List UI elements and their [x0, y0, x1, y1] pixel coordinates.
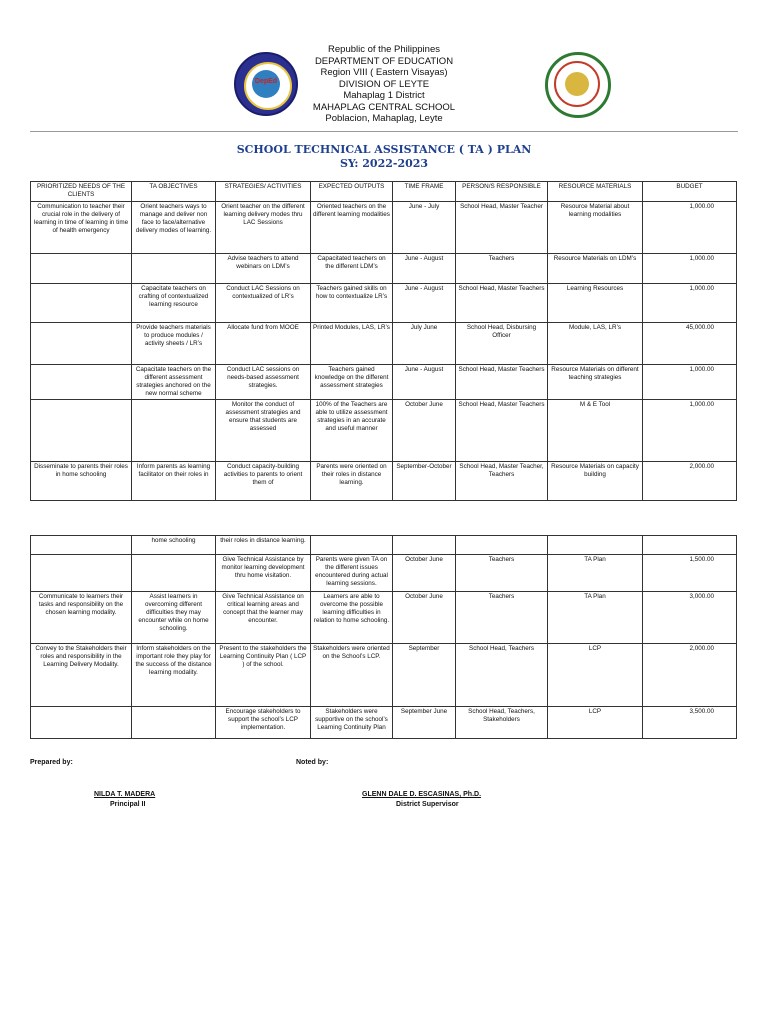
table-cell: School Head, Master Teachers [456, 284, 548, 323]
ta-plan-table [30, 181, 737, 501]
table-cell [393, 536, 456, 555]
table-cell [31, 555, 132, 592]
table-cell: Stakeholders were supportive on the school’s Learning Continuity Plan [311, 707, 393, 739]
table-cell [31, 400, 132, 462]
table-cell: 45,000.00 [643, 323, 737, 365]
table-cell: TA Plan [548, 555, 643, 592]
table-cell [643, 536, 737, 555]
table-cell [31, 707, 132, 739]
table-row [31, 400, 737, 462]
letterhead-line: Region VIII ( Eastern Visayas) [320, 67, 448, 78]
title-line: SCHOOL TECHNICAL ASSISTANCE ( TA ) PLAN [236, 143, 532, 156]
table-cell: Encourage stakeholders to support the school’s LCP implementation. [216, 707, 311, 739]
letterhead-line: DIVISION OF LEYTE [338, 78, 430, 90]
column-header: PERSON/S RESPONSIBLE [456, 182, 548, 202]
table-cell [311, 536, 393, 555]
table-cell: 1,000.00 [643, 254, 737, 284]
noted-by-label: Noted by: [296, 759, 329, 766]
table-cell: Inform parents as learning facilitator on their roles in [132, 462, 216, 501]
table-row [31, 462, 737, 501]
prepared-position: Principal II [110, 801, 146, 808]
table-cell: School Head, Teachers, Stakeholders [456, 707, 548, 739]
table-cell: School Head, Master Teacher [456, 202, 548, 254]
document-title [0, 143, 768, 171]
table-cell [132, 400, 216, 462]
table-cell: June - August [393, 254, 456, 284]
table-cell [31, 323, 132, 365]
table-cell: Communicate to learners their tasks and responsibility on the chosen learning modality. [31, 592, 132, 644]
table-cell: October June [393, 555, 456, 592]
table-cell [31, 254, 132, 284]
table-cell: Oriented teachers on the different learning modalities [311, 202, 393, 254]
table-cell: School Head, Disbursing Officer [456, 323, 548, 365]
table-cell: Conduct capacity-building activities to parents to orient them of [216, 462, 311, 501]
table-row [31, 323, 737, 365]
table-row [31, 707, 737, 739]
ta-plan-table-continued [30, 535, 737, 739]
table-cell: 1,000.00 [643, 284, 737, 323]
table-cell: 1,000.00 [643, 202, 737, 254]
table-cell: School Head, Master Teachers [456, 365, 548, 400]
table-cell: September June [393, 707, 456, 739]
letterhead-line: Mahaplag 1 District [343, 90, 425, 101]
table-cell: Capacitated teachers on the different LDM’s [311, 254, 393, 284]
noted-name: GLENN DALE D. ESCASINAS, Ph.D. [362, 791, 482, 798]
column-header: TIME FRAME [393, 182, 456, 202]
table-cell: Monitor the conduct of assessment strategies and ensure that students are assessed [216, 400, 311, 462]
table-cell: TA Plan [548, 592, 643, 644]
table-cell: School Head, Master Teacher, Teachers [456, 462, 548, 501]
letterhead-line: MAHAPLAG CENTRAL SCHOOL [312, 101, 456, 113]
letterhead-line: Republic of the Philippines [328, 44, 440, 55]
table-cell: LCP [548, 644, 643, 707]
table-cell: Learning Resources [548, 284, 643, 323]
table-cell: 3,000.00 [643, 592, 737, 644]
table-cell [456, 536, 548, 555]
table-cell: Parents were given TA on the different issues encountered during actual learning sessions. [311, 555, 393, 592]
table-cell: Parents were oriented on their roles in distance learning. [311, 462, 393, 501]
table-cell: Inform stakeholders on the important role they play for the success of the distance learning modality. [132, 644, 216, 707]
table-cell: Resource Material about learning modalities [548, 202, 643, 254]
table-cell: Provide teachers materials to produce modules / activity sheets / LR’s [132, 323, 216, 365]
table-cell: Give Technical Assistance by monitor learning development thru home visitation. [216, 555, 311, 592]
table-cell: School Head, Master Teachers [456, 400, 548, 462]
table-cell [31, 365, 132, 400]
table-cell: Teachers [456, 254, 548, 284]
table-row [31, 284, 737, 323]
table-cell: 100% of the Teachers are able to utilize assessment strategies in an accurate and useful manner [311, 400, 393, 462]
table-cell: 1,000.00 [643, 400, 737, 462]
table-row [31, 536, 737, 555]
prepared-name: NILDA T. MADERA [94, 791, 156, 798]
table-cell: Orient teachers ways to manage and deliver non face to face/alternative delivery modes of learning. [132, 202, 216, 254]
table-cell: Conduct LAC Sessions on contextualized of LR’s [216, 284, 311, 323]
table-cell: Assist learners in overcoming different difficulties they may encounter while on home schooling. [132, 592, 216, 644]
column-header: STRATEGIES/ ACTIVITIES [216, 182, 311, 202]
table-body [31, 202, 737, 501]
table-cell: M & E Tool [548, 400, 643, 462]
table-cell: September [393, 644, 456, 707]
table-cell: June - August [393, 284, 456, 323]
table-cell: Learners are able to overcome the possible learning difficulties in relation to home schooling. [311, 592, 393, 644]
table-cell: Printed Modules, LAS, LR’s [311, 323, 393, 365]
table-row [31, 202, 737, 254]
noted-position: District Supervisor [396, 801, 459, 808]
table-cell: 3,500.00 [643, 707, 737, 739]
table-row [31, 365, 737, 400]
table-cell: Orient teacher on the different learning delivery modes thru LAC Sessions [216, 202, 311, 254]
table-row [31, 254, 737, 284]
table-cell: home schooling [132, 536, 216, 555]
table-cell: Teachers gained knowledge on the different assessment strategies [311, 365, 393, 400]
table-cell: Conduct LAC sessions on needs-based assessment strategies. [216, 365, 311, 400]
table-cell [31, 536, 132, 555]
table-cell [132, 254, 216, 284]
table-cell: October June [393, 400, 456, 462]
deped-logo-text: DepEd [254, 78, 278, 85]
column-header: RESOURCE MATERIALS [548, 182, 643, 202]
table-row [31, 592, 737, 644]
table-cell: Resource Materials on capacity building [548, 462, 643, 501]
table-cell: Disseminate to parents their roles in home schooling [31, 462, 132, 501]
table-cell [132, 555, 216, 592]
table-cell [548, 536, 643, 555]
table-cell: Teachers gained skills on how to contextualize LR’s [311, 284, 393, 323]
table-cell: 1,500.00 [643, 555, 737, 592]
table-cell: Communication to teacher their crucial role in the delivery of learning in time of learning in time of health emergency [31, 202, 132, 254]
table-cell: Capacitate teachers on the different assessment strategies anchored on the new normal scheme [132, 365, 216, 400]
column-header: EXPECTED OUTPUTS [311, 182, 393, 202]
table-cell: their roles in distance learning. [216, 536, 311, 555]
table-cell: 1,000.00 [643, 365, 737, 400]
column-header: BUDGET [643, 182, 737, 202]
letterhead-line: DEPARTMENT OF EDUCATION [314, 55, 454, 67]
table-cell: Convey to the Stakeholders their roles and responsibility in the Learning Delivery Modality. [31, 644, 132, 707]
table-cell: LCP [548, 707, 643, 739]
table-cell: July June [393, 323, 456, 365]
table-body [31, 536, 737, 739]
table-cell: Resource Materials on LDM’s [548, 254, 643, 284]
column-header: TA OBJECTIVES [132, 182, 216, 202]
table-cell: Teachers [456, 555, 548, 592]
table-row [31, 555, 737, 592]
table-cell: School Head, Teachers [456, 644, 548, 707]
table-row [31, 644, 737, 707]
table-cell: June - July [393, 202, 456, 254]
table-cell: 2,000.00 [643, 644, 737, 707]
table-cell: Capacitate teachers on crafting of contextualized learning resource [132, 284, 216, 323]
table-cell: Teachers [456, 592, 548, 644]
table-cell [132, 707, 216, 739]
table-cell: June - August [393, 365, 456, 400]
table-cell: Present to the stakeholders the Learning Continuity Plan ( LCP ) of the school. [216, 644, 311, 707]
table-header-row [31, 182, 737, 202]
prepared-by-label: Prepared by: [30, 759, 73, 766]
header-divider [30, 131, 738, 132]
table-cell: Stakeholders were oriented on the School’s LCP. [311, 644, 393, 707]
table-cell: Give Technical Assistance on critical learning areas and concept that the learner may encounter. [216, 592, 311, 644]
school-year: SY: 2022-2023 [339, 157, 429, 170]
table-cell: September-October [393, 462, 456, 501]
table-cell [31, 284, 132, 323]
table-cell: Module, LAS, LR’s [548, 323, 643, 365]
column-header: PRIORITIZED NEEDS OF THE CLIENTS [31, 182, 132, 202]
letterhead-line: Poblacion, Mahaplag, Leyte [325, 113, 443, 124]
table-cell: 2,000.00 [643, 462, 737, 501]
table-cell: Advise teachers to attend webinars on LDM’s [216, 254, 311, 284]
table-cell: October June [393, 592, 456, 644]
letterhead [0, 44, 768, 125]
table-cell: Allocate fund from MOOE [216, 323, 311, 365]
table-cell: Resource Materials on different teaching strategies [548, 365, 643, 400]
